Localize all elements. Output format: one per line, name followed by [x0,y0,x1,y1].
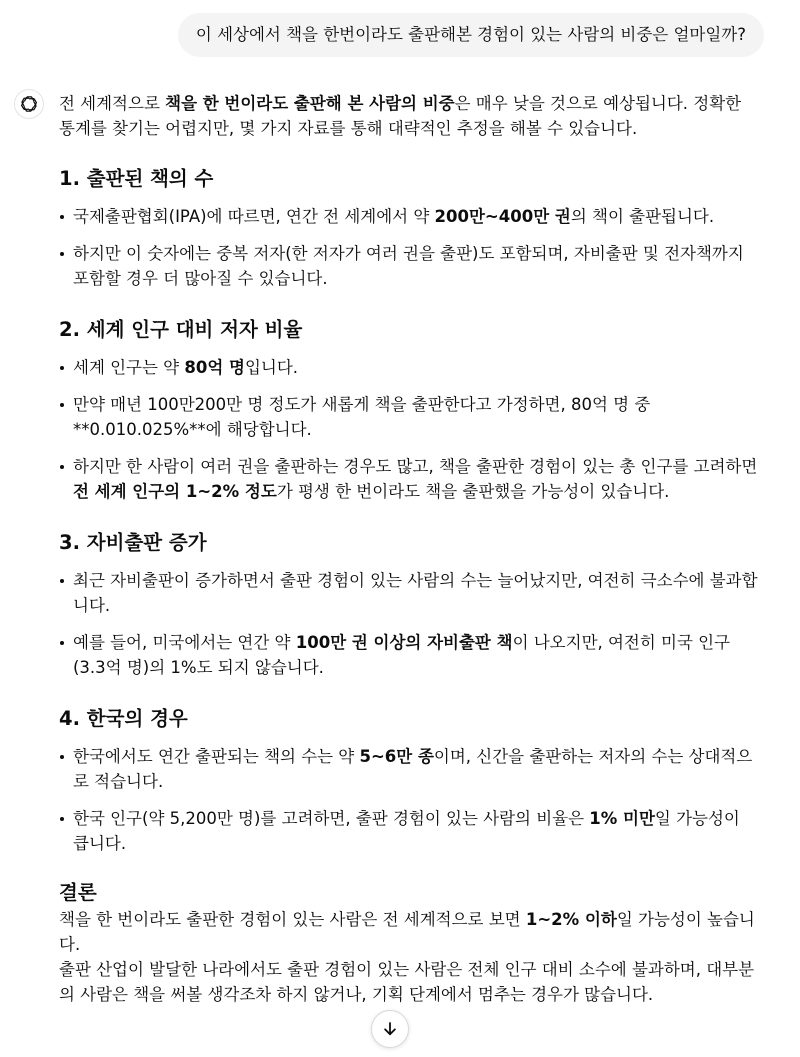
conclusion-text: 일 가능성이 높습니다. [59,910,755,954]
openai-logo-icon [19,94,39,114]
section-heading: 3. 자비출판 증가 [59,531,207,554]
bullet-list [59,204,759,291]
user-message-bubble: 이 세상에서 책을 한번이라도 출판해본 경험이 있는 사람의 비중은 얼마일까? [178,13,764,57]
list-item [59,568,759,618]
list-item [59,241,759,291]
bullet-text: 의 책이 출판됩니다. [570,207,715,226]
intro-bold: 책을 한 번이라도 출판해 본 사람의 비중 [165,94,455,113]
bullet-bold: 전 세계 인구의 1~2% 정도 [73,482,277,501]
bullet-text: 세계 인구는 약 [73,358,185,377]
bullet-text: 이며, 신간을 출판하는 저자의 수는 상대적으로 적습니다. [73,747,753,791]
bullet-bold: 5~6만 종 [359,747,434,766]
intro-text: 은 매우 낮을 것으로 예상됩니다. 정확한 통계를 찾기는 어렵지만, 몇 가지 자료를 통해 대략적인 추정을 해볼 수 있습니다. [59,94,742,138]
conclusion-bold: 1~2% 이하 [525,910,617,929]
conclusion-text: 책을 한 번이라도 출판한 경험이 있는 사람은 전 세계적으로 보면 [59,910,526,929]
bullet-text: 예를 들어, 미국에서는 연간 약 [73,633,296,652]
list-item [59,392,759,442]
scroll-to-bottom-button[interactable] [371,1010,409,1048]
conclusion-heading: 결론 [59,881,97,904]
section-heading: 1. 출판된 책의 수 [59,167,214,190]
bullet-bold: 200만~400만 권 [434,207,571,226]
bullet-list [59,744,759,856]
arrow-down-icon [381,1020,399,1038]
conclusion-paragraph [59,907,759,957]
assistant-message [59,91,759,1007]
conclusion-paragraph: 출판 산업이 발달한 나라에서도 출판 경험이 있는 사람은 전체 인구 대비 소수에 불과하며, 대부분의 사람은 책을 써볼 생각조차 하지 않거나, 기획 단계에서 멈추는 경우가 많습니다. [59,960,755,1004]
list-item [59,204,759,229]
list-item [59,744,759,794]
bullet-bold: 1% 미만 [589,809,655,828]
list-item [59,355,759,380]
bullet-text: 한국에서도 연간 출판되는 책의 수는 약 [73,747,360,766]
list-item [59,454,759,504]
bullet-text: 하지만 한 사람이 여러 권을 출판하는 경우도 많고, 책을 출판한 경험이 있는 총 인구를 고려하면 [73,457,758,476]
assistant-avatar [14,89,44,119]
bullet-text: 가 평생 한 번이라도 책을 출판했을 가능성이 있습니다. [276,482,670,501]
bullet-bold: 80억 명 [184,358,245,377]
bullet-text: 일 가능성이 큽니다. [73,809,740,853]
list-item [59,630,759,680]
bullet-list [59,568,759,680]
bullet-text: 국제출판협회(IPA)에 따르면, 연간 전 세계에서 약 [73,207,435,226]
section-heading: 2. 세계 인구 대비 저자 비율 [59,318,303,341]
bullet-text: 이 나오지만, 여전히 미국 인구(3.3억 명)의 1%도 되지 않습니다. [73,633,731,677]
list-item [59,806,759,856]
intro-text: 전 세계적으로 [59,94,166,113]
intro-paragraph [59,91,759,141]
bullet-text: 하지만 이 숫자에는 중복 저자(한 저자가 여러 권을 출판)도 포함되며, 자비출판 및 전자책까지 포함할 경우 더 많아질 수 있습니다. [73,244,744,288]
bullet-text: 입니다. [244,358,299,377]
bullet-list [59,355,759,504]
section-heading: 4. 한국의 경우 [59,707,188,730]
bullet-text: 최근 자비출판이 증가하면서 출판 경험이 있는 사람의 수는 늘어났지만, 여전히 극소수에 불과합니다. [73,571,758,615]
bullet-bold: 100만 권 이상의 자비출판 책 [295,633,513,652]
bullet-text: 한국 인구(약 5,200만 명)를 고려하면, 출판 경험이 있는 사람의 비율은 [73,809,590,828]
bullet-text: 만약 매년 100만200만 명 정도가 새롭게 책을 출판한다고 가정하면, 80억 명 중 **0.010.025%**에 해당합니다. [73,395,651,439]
